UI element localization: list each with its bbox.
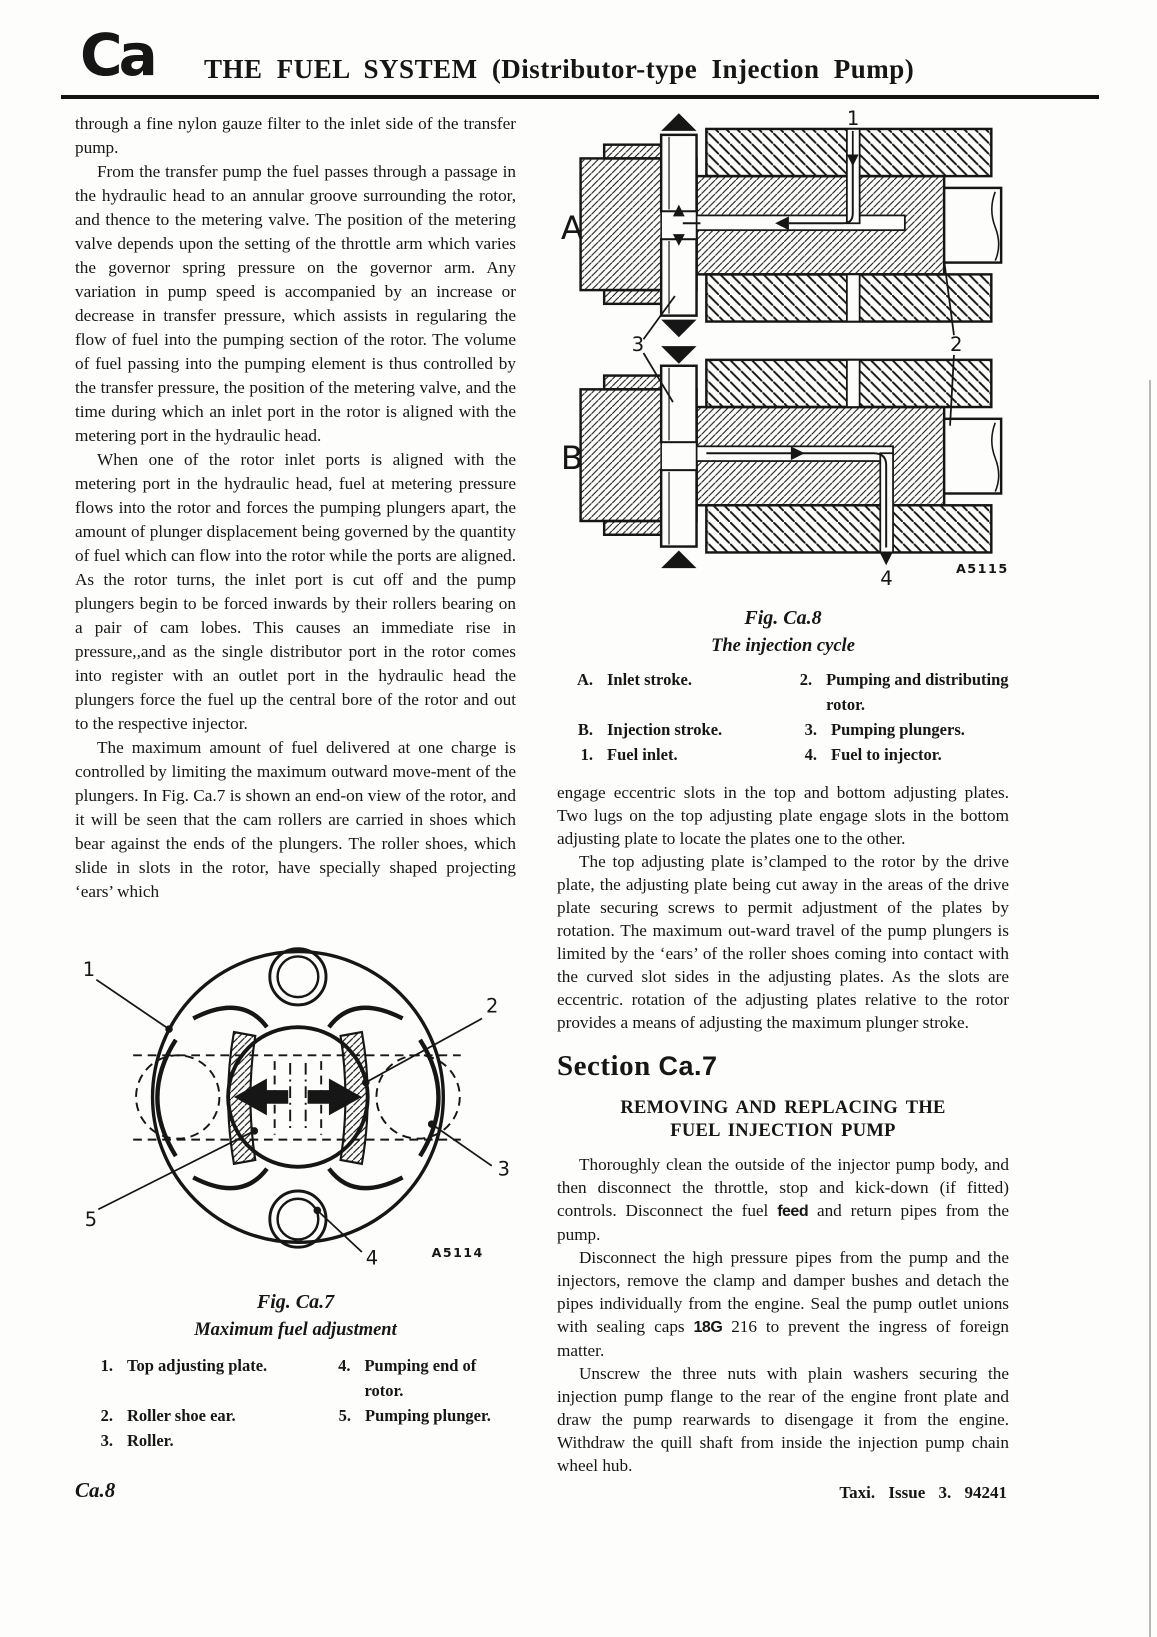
legend-row <box>567 742 1009 767</box>
legend-label: Top adjusting plate. <box>127 1356 268 1375</box>
rotor-end-view-diagram <box>75 912 516 1280</box>
tool-ref: feed <box>777 1203 809 1220</box>
legend-key: B. <box>577 720 593 739</box>
fig-ca8-label-b: B <box>560 438 584 477</box>
legend-label: Roller shoe ear. <box>127 1406 236 1425</box>
callout-leader-lines <box>96 980 491 1252</box>
legend-label: Pumping and distributing rotor. <box>826 670 1009 714</box>
paragraph: From the transfer pump the fuel passes through a passage in the hydraulic head to an annular groove surrounding the rotor, and thence to the metering valve. The position of the metering valve depends upon the setting of the throttle arm which varies the governor spring pressure on the governor arm. Any variation in pump speed is accompanied by an increase or decrease in transfer pressure, which assists in regularing the flow of fuel into the pumping section of the rotor. The volume of fuel passing into the pumping element is thus controlled by the transfer pressure, the position of the metering valve, and the time during which an inlet port in the rotor is aligned with the metering port in the hydraulic head. <box>75 162 516 445</box>
legend-row <box>567 717 1009 742</box>
scan-edge-artifact <box>1149 380 1151 1637</box>
legend-key: 4. <box>338 1356 351 1375</box>
fig-ca8-callout-1: 1 <box>846 108 860 131</box>
legend-label: Inlet stroke. <box>607 670 692 689</box>
legend-label: Pumping plungers. <box>831 720 965 739</box>
legend-label: Pumping end of rotor. <box>364 1356 477 1400</box>
legend-key: 3. <box>804 720 817 739</box>
paragraph: engage eccentric slots in the top and bottom adjusting plates. Two lugs on the top adjusting plate engage slots in the bottom adjusting plate to locate the plates one to the other. <box>557 783 1009 848</box>
fig-ca7-callout-1: 1 <box>82 957 96 981</box>
fig-ca8-callout-3: 3 <box>631 333 645 357</box>
legend-key: 1. <box>100 1356 113 1375</box>
footer-issue-info: Taxi. Issue 3. 94241 <box>839 1483 1007 1502</box>
fig-ca8-caption: Fig. Ca.8 <box>744 607 822 629</box>
fig-ca8-callout-4: 4 <box>880 566 893 590</box>
legend-key: 5. <box>338 1406 351 1425</box>
section-code-logo: Ca <box>80 21 154 89</box>
paragraph: When one of the rotor inlet ports is aligned with the metering port in the hydraulic head, fuel at metering pressure flows into the rotor and forces the pumping plungers apart, the amount of plunger displacement being governed by the quantity of fuel which can flow into the rotor while the ports are aligned. As the rotor turns, the inlet port is cut off and the pump plungers begin to be forced inwards by their rollers bearing on a pair of cam lobes. This causes an immediate rise in pressure,,and as the single distributor port in the rotor comes into register with an outlet port in the hydraulic head the plungers force the fuel up the central bore of the rotor and out to the respective injector. <box>75 450 516 733</box>
legend-key: A. <box>576 670 593 689</box>
fig-ca7-subcaption: Maximum fuel adjustment <box>194 1320 397 1340</box>
dashed-plunger-band <box>133 1055 461 1139</box>
section-heading-word: Section <box>557 1050 651 1082</box>
header-rule <box>61 95 1099 99</box>
legend-row <box>75 1428 516 1453</box>
footer-page-code: Ca.8 <box>75 1478 116 1502</box>
left-column <box>75 112 516 1453</box>
section-heading-number: Ca.7 <box>658 1051 718 1081</box>
fig-ca8-callout-2: 2 <box>950 333 963 357</box>
fig-ca8-legend <box>567 667 1009 767</box>
paragraph: The top adjusting plate is’clamped to the rotor by the drive plate, the adjusting plate being cut away in the areas of the drive plate securing screws to permit adjustment of the plates by rotation. The maximum out-ward travel of the pump plungers is limited by the ‘ears’ of the roller shoes coming into contact with the curved slot sides in the adjusting plates. As the slots are eccentric. rotation of the adjusting plates relative to the rotor provides a means of adjusting the maximum plunger stroke. <box>557 852 1009 1032</box>
paragraph-text: Thoroughly clean the outside of the injector pump body, and then disconnect the throttle, stop and kick-down (if fitted) controls. Disconnect the fuel <box>557 1155 1009 1220</box>
legend-key: 3. <box>100 1431 113 1450</box>
legend-label: Roller. <box>127 1431 174 1450</box>
fig-ca8-subcaption: The injection cycle <box>711 636 855 656</box>
legend-row <box>75 1403 516 1428</box>
legend-label: Fuel to injector. <box>831 745 942 764</box>
plunger-outward-arrows <box>234 1079 362 1116</box>
paragraph <box>557 1246 1009 1362</box>
figure-ca7 <box>75 912 516 1453</box>
legend-label: Pumping plunger. <box>365 1406 491 1425</box>
rotor-body <box>153 949 444 1248</box>
page-title: THE FUEL SYSTEM (Distributor-type Injection Pump) <box>204 54 915 84</box>
fig-ca8-section-a <box>581 113 1002 337</box>
paragraph-text: Unscrew the three nuts with plain washers securing the injection pump flange to the rear of the engine front plate and draw the pump rearwards to disengage it from the engine. Withdraw the quill shaft from inside the injection pump chain wheel hub. <box>557 1364 1009 1475</box>
legend-key: 2. <box>100 1406 113 1425</box>
paragraph-text: 216 to prevent the ingress of foreign matter. <box>557 1317 1010 1360</box>
fig-ca7-callout-2: 2 <box>485 994 499 1018</box>
fig-ca7-callout-5: 5 <box>84 1207 98 1231</box>
fig-ca8-section-b <box>581 346 1002 568</box>
fig-ca8-label-a: A <box>560 209 584 248</box>
fig-ca7-callout-3: 3 <box>497 1157 510 1181</box>
legend-label: Fuel inlet. <box>607 745 678 764</box>
paragraph-text: Disconnect the high pressure pipes from the pump and the injectors, remove the clamp and damper bushes and detach the pipes individually from the engine. Seal the pump outlet unions with sealing caps <box>557 1248 1009 1336</box>
legend-label: Injection stroke. <box>607 720 723 739</box>
fig-ca8-ref-code: A5115 <box>955 562 1009 578</box>
legend-key: 2. <box>799 670 813 689</box>
tool-ref: 18G <box>693 1319 723 1336</box>
fig-ca7-caption: Fig. Ca.7 <box>256 1291 335 1313</box>
legend-key: 4. <box>804 745 817 764</box>
fig-ca7-callout-4: 4 <box>365 1246 379 1270</box>
paragraph <box>557 1153 1009 1246</box>
injection-cycle-diagram <box>557 108 1009 596</box>
right-column <box>557 108 1009 1477</box>
paragraph-text: and return pipes from the pump. <box>557 1201 1009 1244</box>
paragraph: The maximum amount of fuel delivered at one charge is controlled by limiting the maximum outward move-ment of the plungers. In Fig. Ca.7 is shown an end-on view of the rotor, and it will be seen that the cam rollers are carried in shoes which bear against the ends of the plungers. The roller shoes, which slide in slots in the rotor, have specially shaped projecting ‘ears’ which <box>75 738 516 901</box>
paragraph: through a fine nylon gauze filter to the inlet side of the transfer pump. <box>75 114 516 157</box>
paragraph <box>557 1362 1009 1477</box>
legend-row <box>567 667 1009 717</box>
legend-row <box>75 1353 516 1403</box>
fig-ca7-ref-code: A5114 <box>431 1244 484 1260</box>
fig-ca7-legend <box>75 1353 516 1453</box>
legend-key: 1. <box>580 745 593 764</box>
section-heading <box>557 1050 1009 1083</box>
subsection-heading: REMOVING AND REPLACING THE FUEL INJECTION PUMP <box>620 1098 946 1141</box>
